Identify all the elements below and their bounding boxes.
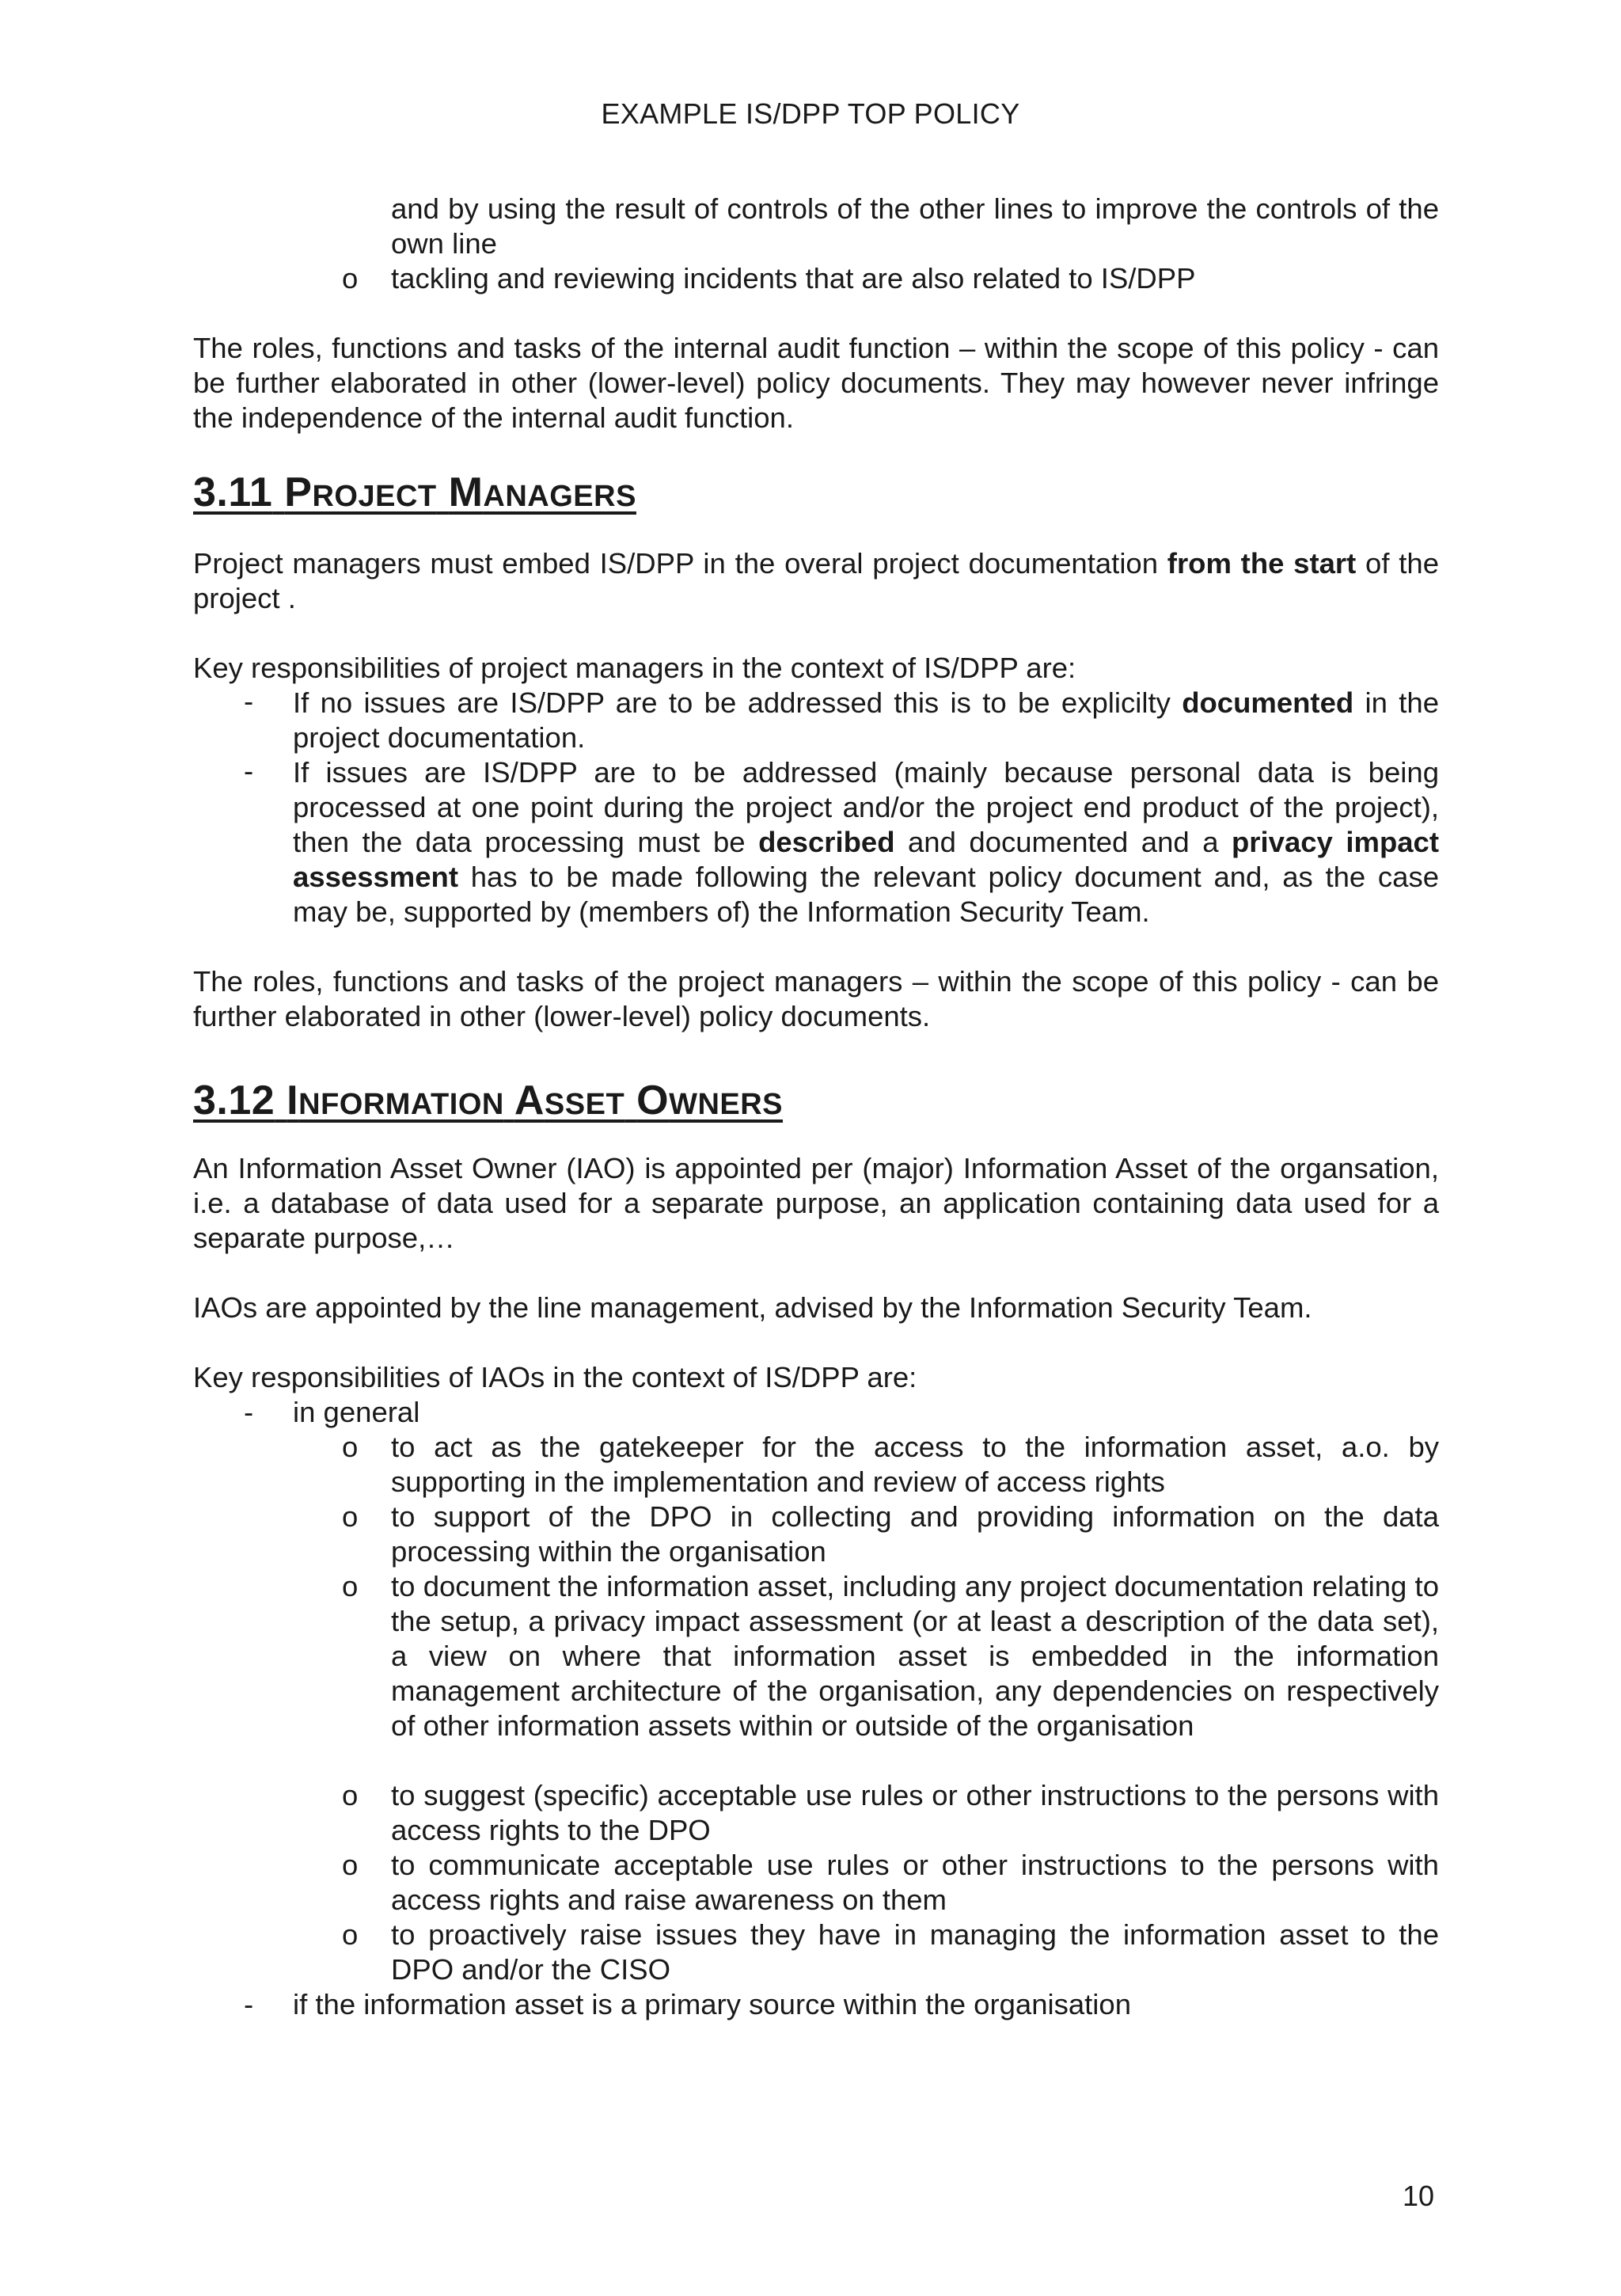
sub-list-item: o to suggest (specific) acceptable use rules or other instructions to the persons with access rights to the DPO <box>342 1779 1439 1846</box>
project-managers-intro-text: Project managers must embed IS/DPP in the overal project documentation from the start of the project . <box>193 547 1439 614</box>
list-item: - If no issues are IS/DPP are to be addressed this is to be explicilty documented in the project documentation. <box>244 685 1440 754</box>
project-managers-closing: The roles, functions and tasks of the project managers – within the scope of this policy - can be further elaborated in other (lower-level) policy documents. <box>193 965 1439 1032</box>
sub-list-item: o to act as the gatekeeper for the access to the information asset, a.o. by supporting in the implementation and review of access rights <box>342 1431 1439 1498</box>
section-heading-3-11: 3.11 PROJECT MANAGERS <box>193 469 636 515</box>
sub-list-item: o to support of the DPO in collecting and providing information on the data processing within the organisation <box>342 1500 1439 1568</box>
project-managers-intro <box>193 546 1439 616</box>
iao-appointed: IAOs are appointed by the line management, advised by the Information Security Team. <box>193 1291 1312 1324</box>
list-item: - if the information asset is a primary source within the organisation <box>244 1988 1131 2020</box>
circle-bullet-icon: o <box>342 262 359 295</box>
circle-bullet-icon: o <box>342 1918 359 1951</box>
section-number: 3.11 <box>193 469 273 515</box>
running-header: EXAMPLE IS/DPP TOP POLICY <box>601 97 1020 130</box>
circle-bullet-icon: o <box>342 1570 359 1602</box>
dash-bullet-icon: - <box>244 1396 254 1428</box>
section-number: 3.12 <box>193 1078 275 1123</box>
list-item: - If issues are IS/DPP are to be addressed (mainly because personal data is being processed at one point during the project and/or the project end product of the project), then the data processing must be described and documented and a privacy impact assessment has to be made following the relevant policy document and, as the case may be, supported by (members of) the Information Security Team. <box>244 755 1440 928</box>
dash-bullet-icon: - <box>244 685 254 717</box>
dash-bullet-icon: - <box>244 755 254 787</box>
continued-list-item-text: tackling and reviewing incidents that are also related to IS/DPP <box>391 262 1196 295</box>
circle-bullet-icon: o <box>342 1849 359 1881</box>
continued-list-text: and by using the result of controls of the other lines to improve the controls of the own line <box>391 192 1439 260</box>
continued-list-item <box>342 261 1439 296</box>
dash-bullet-icon: - <box>244 1988 254 2020</box>
iao-intro: An Information Asset Owner (IAO) is appointed per (major) Information Asset of the organsation, i.e. a database of data used for a separate purpose, an application containing data used for a separate purpose,… <box>193 1152 1439 1254</box>
audit-paragraph <box>193 331 1439 435</box>
iao-key-intro: Key responsibilities of IAOs in the context of IS/DPP are: <box>193 1361 917 1393</box>
page-number: 10 <box>1402 2180 1434 2212</box>
project-managers-key-intro: Key responsibilities of project managers in the context of IS/DPP are: <box>193 652 1076 684</box>
audit-paragraph-text: The roles, functions and tasks of the internal audit function – within the scope of this policy - can be further elaborated in other (lower-level) policy documents. They may however never infringe the independence of the internal audit function. <box>193 332 1439 434</box>
circle-bullet-icon: o <box>342 1779 359 1811</box>
list-item: - in general <box>244 1396 420 1428</box>
circle-bullet-icon: o <box>342 1500 359 1533</box>
section-heading-3-12: 3.12 INFORMATION ASSET OWNERS <box>193 1078 784 1123</box>
sub-list-item: o to document the information asset, including any project documentation relating to the setup, a privacy impact assessment (or at least a description of the data set), a view on where that information asset is embedded in the information management architecture of the organisation, any dependencies on respectively of other information assets within or outside of the organisation <box>342 1570 1439 1742</box>
sub-list-item: o to proactively raise issues they have in managing the information asset to the DPO and/or the CISO <box>342 1918 1439 1986</box>
continued-list-line <box>391 192 1439 261</box>
circle-bullet-icon: o <box>342 1431 359 1463</box>
sub-list-item: o to communicate acceptable use rules or other instructions to the persons with access rights and raise awareness on them <box>342 1849 1439 1916</box>
